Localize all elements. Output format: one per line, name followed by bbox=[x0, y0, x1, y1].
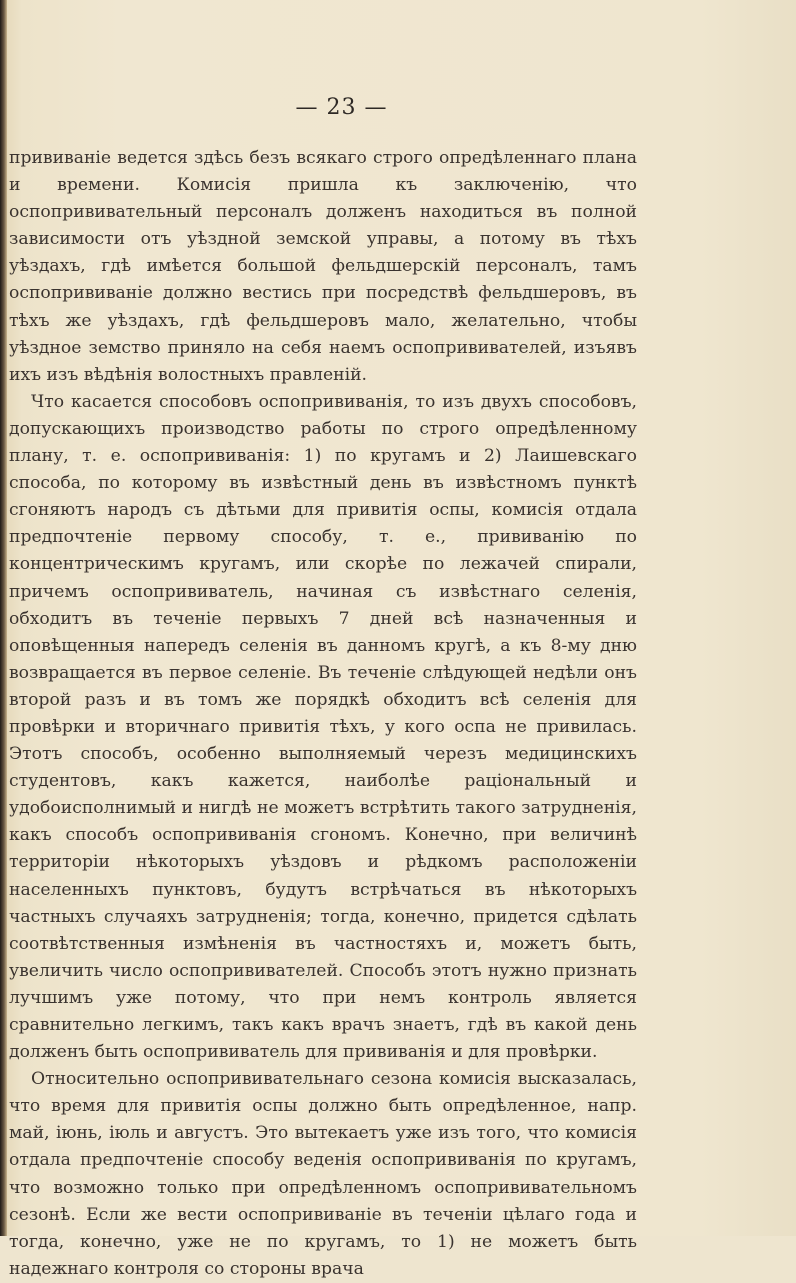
paragraph-vaccination-season: Относительно оспопрививательнаго сезона комисія высказалась, что время для привитія оспы должно быть опредѣленное, напр. май, іюнь, іюль и августъ. Это вытекаетъ уже изъ того, что комисія отдала предпочтеніе способу веденія оспопрививанія по кругамъ, что возможно только при опредѣленномъ оспопрививательномъ сезонѣ. Если же вести оспопрививаніе въ теченіи цѣлаго года и тогда, конечно, уже не по кругамъ, то 1) не можетъ быть надежнаго контроля со стороны врача bbox=[9, 1069, 637, 1279]
book-spine bbox=[0, 0, 7, 1236]
page-body bbox=[9, 145, 637, 1283]
page-number: — 23 — bbox=[295, 95, 388, 120]
paragraph-vaccination-staff: прививаніе ведется здѣсь безъ всякаго строго опредѣленнаго плана и времени. Комисія пришла къ заключенію, что оспопрививательный персоналъ долженъ находиться въ полной зависимости отъ уѣздной земской управы, а потому въ тѣхъ уѣздахъ, гдѣ имѣется большой фельдшерскій персоналъ, тамъ оспопрививаніе должно вестись при посредствѣ фельдшеровъ, въ тѣхъ же уѣздахъ, гдѣ фельдшеровъ мало, желательно, чтобы уѣздное земство приняло на себя наемъ оспопрививателей, изъявъ ихъ изъ вѣдѣнія волостныхъ правленій. bbox=[9, 148, 637, 385]
paragraph-vaccination-methods: Что касается способовъ оспопрививанія, то изъ двухъ способовъ, допускающихъ производство работы по строго опредѣленному плану, т. е. оспопрививанія: 1) по кругамъ и 2) Лаишевскаго способа, по которому въ извѣстный день въ извѣстномъ пунктѣ сгоняютъ народъ съ дѣтьми для привитія оспы, комисія отдала предпочтеніе первому способу, т. е., прививанію по концентрическимъ кругамъ, или скорѣе по лежачей спирали, причемъ оспопрививатель, начиная съ извѣстнаго селенія, обходитъ въ теченіе первыхъ 7 дней всѣ назначенныя и оповѣщенныя напередъ селенія въ данномъ кругѣ, а къ 8-му дню возвращается въ первое селеніе. Въ теченіе слѣдующей недѣли онъ второй разъ и въ томъ же порядкѣ обходитъ всѣ селенія для провѣрки и вторичнаго привитія тѣхъ, у кого оспа не привилась. Этотъ способъ, особенно выполняемый черезъ медицинскихъ студентовъ, какъ кажется, наиболѣе раціональный и удобоисполнимый и нигдѣ не можетъ встрѣтить такого затрудненія, какъ способъ оспопрививанія сгономъ. Конечно, при величинѣ территоріи нѣкоторыхъ уѣздовъ и рѣдкомъ расположеніи населенныхъ пунктовъ, будутъ встрѣчаться въ нѣкоторыхъ частныхъ случаяхъ затрудненія; тогда, конечно, придется сдѣлать соотвѣтственныя измѣненія въ частностяхъ и, можетъ быть, увеличить число оспопрививателей. Способъ этотъ нужно признать лучшимъ уже потому, что при немъ контроль является сравнительно легкимъ, такъ какъ врачъ знаетъ, гдѣ въ какой день долженъ быть оспопрививатель для прививанія и для провѣрки. bbox=[9, 391, 637, 1063]
